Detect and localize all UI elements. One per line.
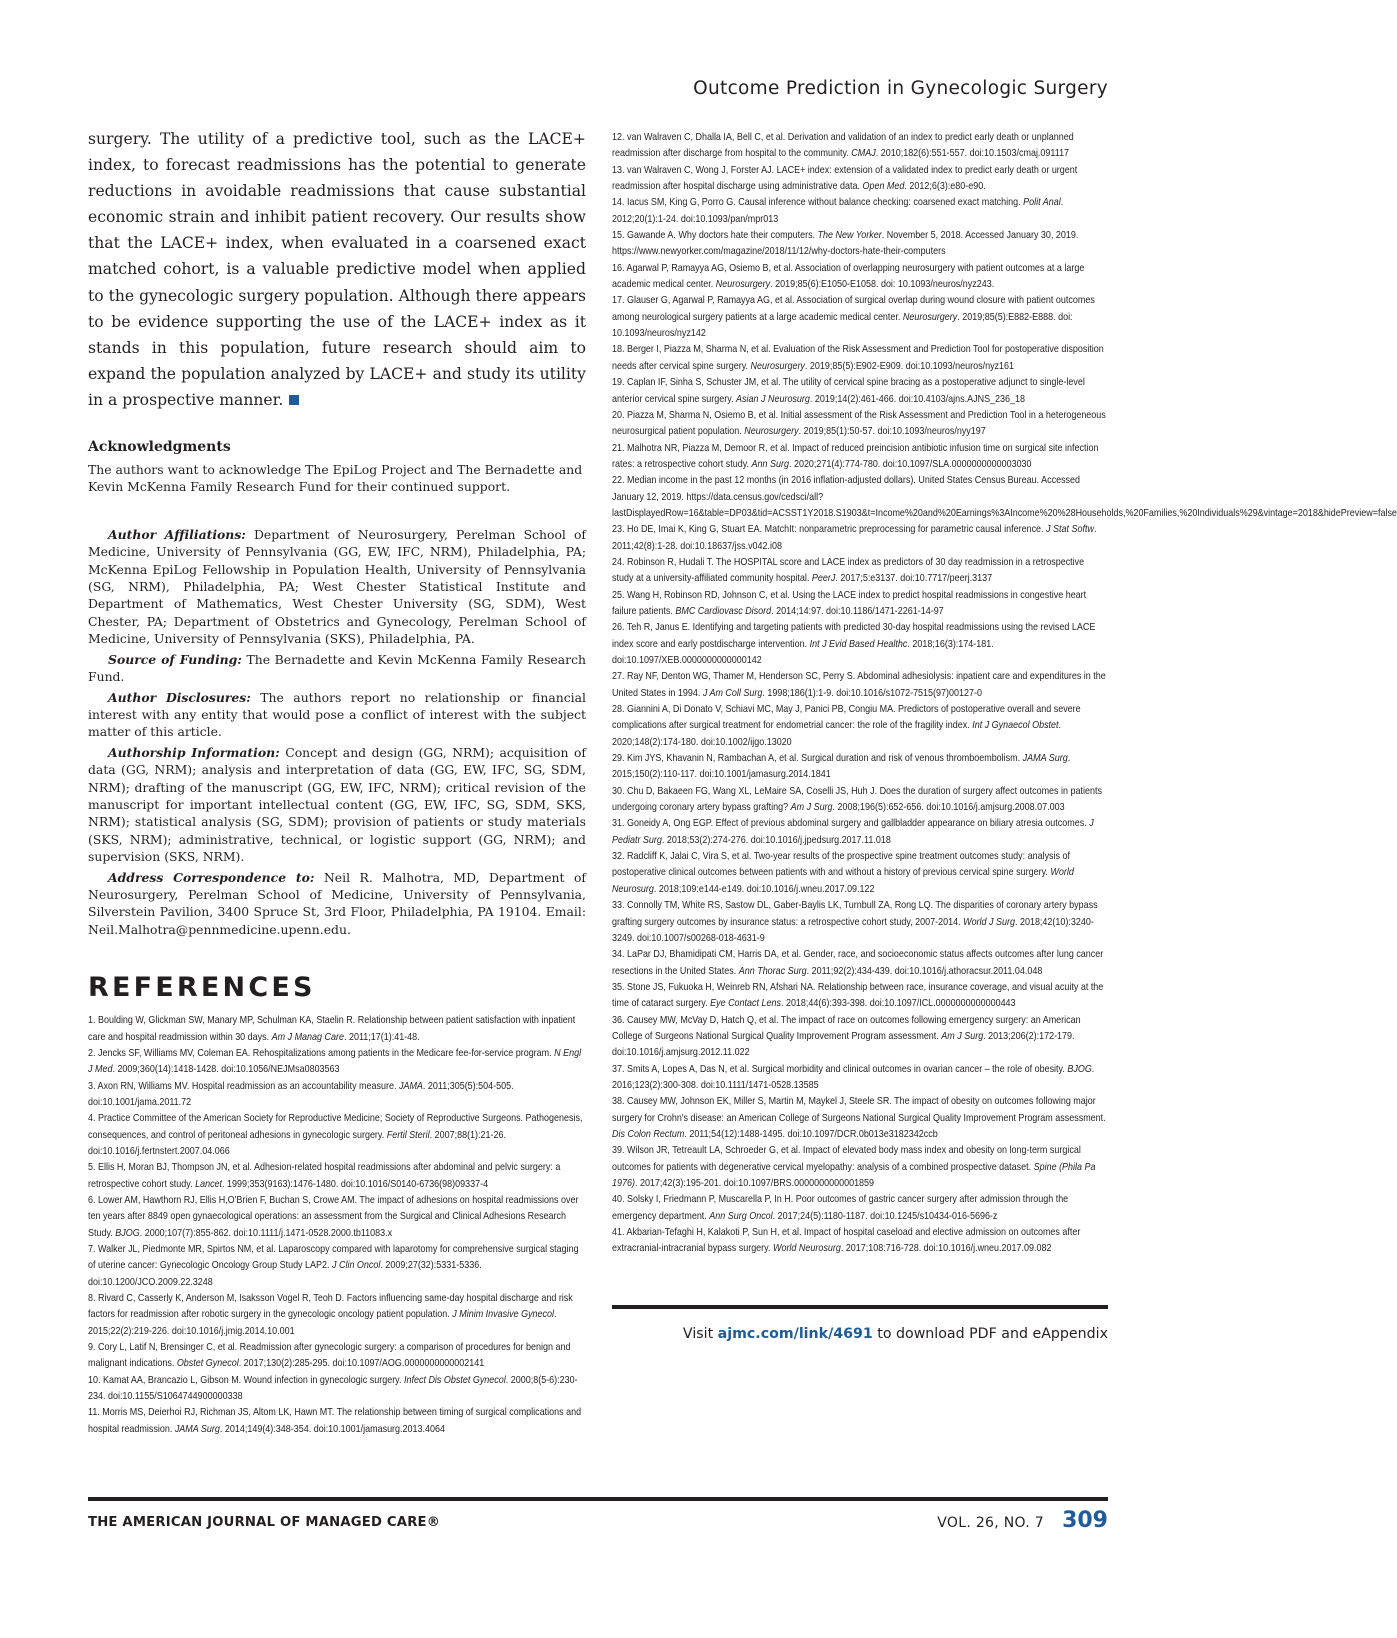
reference-item	[612, 293, 1107, 342]
reference-citation: . 2012;20(1):1-24. doi:10.1093/pan/mpr013	[612, 197, 1064, 225]
reference-citation: . 2011;17(1):41-48.	[343, 1031, 420, 1043]
author-disclosures	[88, 689, 586, 741]
reference-citation: . 2015;150(2):110-117. doi:10.1001/jamasurg.2014.1841	[612, 753, 1071, 781]
reference-item	[612, 784, 1107, 817]
reference-journal: JAMA	[398, 1080, 423, 1092]
reference-citation: . 2017;42(3):195-201. doi:10.1097/BRS.0000000000001859	[634, 1178, 875, 1189]
reference-journal: World Neurosurg	[772, 1243, 841, 1255]
reference-text: 12. van Walraven C, Dhalla IA, Bell C, et al. Derivation and validation of an index to predict early death or unplanned readmission after discharge from hospital to the community.	[612, 132, 1074, 160]
references-end-rule	[612, 1305, 1108, 1309]
reference-item	[612, 375, 1107, 408]
reference-journal: Neurosurgery	[744, 426, 799, 438]
reference-text: 3. Axon RN, Williams MV. Hospital readmission as an accountability measure.	[88, 1080, 399, 1092]
reference-item	[612, 702, 1107, 751]
download-note-prefix: Visit	[682, 1326, 718, 1342]
reference-journal: Ann Thorac Surg	[738, 965, 807, 977]
reference-text: 31. Goneidy A, Ong EGP. Effect of previous abdominal surgery and gallbladder appearance on biliary atresia outcomes.	[612, 818, 1090, 830]
address-correspondence	[88, 869, 586, 939]
reference-item	[612, 669, 1107, 702]
reference-citation: . 2011;305(5):504-505. doi:10.1001/jama.2011.72	[88, 1080, 514, 1108]
reference-journal: BJOG	[115, 1227, 140, 1239]
reference-citation: . 2007;88(1):21-26. doi:10.1016/j.fertnstert.2007.04.066	[88, 1129, 506, 1157]
reference-item	[612, 898, 1107, 947]
reference-item	[612, 588, 1107, 621]
reference-item	[88, 1160, 585, 1193]
reference-citation: . 2014;14:97. doi:10.1186/1471-2261-14-97	[771, 605, 944, 617]
reference-citation: . 2000;8(5-6):230-234. doi:10.1155/S1064744900000338	[88, 1374, 578, 1403]
reference-citation: . 2008;196(5):652-656. doi:10.1016/j.amjsurg.2008.07.003	[832, 802, 1065, 814]
reference-citation: . 2019;14(2):461-466. doi:10.4103/ajns.AJNS_236_18	[809, 393, 1026, 405]
reference-text: 22. Median income in the past 12 months (in 2016 inflation-adjusted dollars). United States Census Bureau. Accessed January 12, 2019. https://data.census.gov/cedsci/all?lastDisplayedRow=16&table=DP03&tid=ACSST1Y2018.S1903&t=Income%20and%20Earnings%3AIncome%20%28Households,%20Families,%20Individuals%29&vintage=2018&hidePreview=false	[612, 475, 1397, 519]
reference-journal: Am J Surg	[941, 1030, 984, 1042]
download-note-suffix: to download PDF and eAppendix	[872, 1326, 1108, 1342]
references-list-right	[612, 130, 1397, 1258]
source-of-funding	[88, 651, 586, 686]
reference-text: 25. Wang H, Robinson RD, Johnson C, et al. Using the LACE index to predict hospital readmissions in congestive heart failure patients.	[612, 589, 1087, 617]
reference-journal: J Minim Invasive Gynecol	[452, 1309, 555, 1321]
reference-journal: J Am Coll Surg	[702, 687, 763, 699]
reference-text: 9. Cory L, Latif N, Brensinger C, et al. Readmission after gynecologic surgery: a comparison of procedures for benign and malignant indications.	[88, 1342, 571, 1370]
reference-citation: . 2017;130(2):285-295. doi:10.1097/AOG.0000000000002141	[238, 1358, 485, 1370]
reference-citation: . 2017;108:716-728. doi:10.1016/j.wneu.2017.09.082	[840, 1243, 1052, 1255]
reference-text: 41. Akbarian-Tefaghi H, Kalakoti P, Sun H, et al. Impact of hospital caseload and elective admission on outcomes after extracranial-intracranial bypass surgery.	[612, 1227, 1081, 1255]
reference-journal: PeerJ	[811, 573, 836, 585]
reference-journal: Neurosurgery	[715, 279, 771, 291]
reference-journal: N Engl J Med	[88, 1047, 582, 1076]
reference-item	[612, 1062, 1107, 1095]
reference-item	[612, 1013, 1107, 1062]
reference-journal: Infect Dis Obstet Gynecol	[403, 1374, 506, 1386]
reference-journal: J Pediatr Surg	[612, 818, 1094, 846]
reference-citation: . 1999;353(9163):1476-1480. doi:10.1016/S0140-6736(98)09337-4	[222, 1178, 489, 1190]
reference-journal: Lancet	[195, 1178, 223, 1190]
conclusion-text: surgery. The utility of a predictive tool, such as the LACE+ index, to forecast readmissions has the potential to generate reductions in avoidable readmissions that cause substantial economic strain and inhibit patient recovery. Our results show that the LACE+ index, when evaluated in a coarsened exact matched cohort, is a valuable predictive model when applied to the gynecologic surgery population. Although there appears to be evidence supporting the use of the LACE+ index as it stands in this population, future research should aim to expand the population analyzed by LACE+ and study its utility in a prospective manner.	[88, 130, 586, 409]
references-heading: REFERENCES	[88, 972, 316, 1004]
reference-journal: Dis Colon Rectum	[612, 1128, 685, 1140]
reference-journal: JAMA Surg	[174, 1423, 220, 1435]
reference-journal: Fertil Steril	[386, 1129, 430, 1141]
reference-journal: Asian J Neurosurg	[736, 393, 810, 405]
author-affiliations	[88, 526, 586, 648]
reference-citation: . 2016;123(2):300-308. doi:10.1111/1471-0528.13585	[612, 1063, 1095, 1091]
reference-text: 17. Glauser G, Agarwal P, Ramayya AG, et al. Association of surgical overlap during wound closure with patient outcomes among neurological surgery patients at a large academic medical center.	[612, 295, 1095, 323]
reference-citation: . 2020;271(4):774-780. doi:10.1097/SLA.0000000000003030	[788, 458, 1032, 470]
reference-citation: . 2010;182(6):551-557. doi:10.1503/cmaj.091117	[875, 148, 1070, 160]
reference-item	[612, 620, 1107, 669]
reference-citation: . 2015;22(2):219-226. doi:10.1016/j.jmig.2014.10.001	[88, 1309, 557, 1337]
footer-journal-title: THE AMERICAN JOURNAL OF MANAGED CARE®	[88, 1515, 441, 1530]
authorship-information-text: Concept and design (GG, NRM); acquisition of data (GG, NRM); analysis and interpretation of data (GG, EW, IFC, SG, SDM, NRM); drafting of the manuscript (GG, EW, IFC, NRM); critical revision of the manuscript for important intellectual content (GG, EW, IFC, SG, SDM, SKS, NRM); statistical analysis (SG, SDM); provision of patients or study materials (SKS, NRM); administrative, technical, or logistic support (GG, NRM); and supervision (SKS, NRM).	[88, 744, 586, 865]
reference-journal: Eye Contact Lens	[710, 998, 781, 1010]
reference-citation: . 2012;6(3):e80-e90.	[904, 181, 986, 193]
reference-text: 11. Morris MS, Deierhoi RJ, Richman JS, Altom LK, Hawn MT. The relationship between timing of surgical complications and hospital readmission.	[88, 1407, 582, 1435]
reference-citation: . November 5, 2018. Accessed January 30, 2019. https://www.newyorker.com/magazine/2018/11/12/why-doctors-hate-their-computers	[612, 230, 1079, 258]
reference-text: 7. Walker JL, Piedmonte MR, Spirtos NM, et al. Laparoscopy compared with laparotomy for comprehensive surgical staging of uterine cancer: Gynecologic Oncology Group Study LAP2.	[88, 1244, 579, 1272]
reference-text: 20. Piazza M, Sharma N, Osiemo B, et al. Initial assessment of the Risk Assessment and Prediction Tool in a heterogeneous neurosurgical patient population.	[612, 409, 1106, 438]
reference-text: 34. LaPar DJ, Bhamidipati CM, Harris DA, et al. Gender, race, and socioeconomic status affects outcomes after lung cancer resections in the United States.	[612, 949, 1104, 977]
reference-item	[88, 1405, 585, 1438]
reference-item	[612, 195, 1107, 228]
reference-text: 30. Chu D, Bakaeen FG, Wang XL, LeMaire SA, Coselli JS, Huh J. Does the duration of surgery affect outcomes in patients undergoing coronary artery bypass grafting?	[612, 785, 1102, 814]
reference-item	[612, 1192, 1107, 1225]
page-number: 309	[1062, 1508, 1108, 1533]
reference-journal: Am J Manag Care	[271, 1031, 344, 1043]
reference-journal: World J Surg	[963, 916, 1015, 928]
footer-volume: VOL. 26, NO. 7	[937, 1515, 1044, 1531]
reference-item	[612, 751, 1107, 784]
reference-citation: . 2014;149(4):348-354. doi:10.1001/jamasurg.2013.4064	[219, 1423, 445, 1435]
reference-text: 27. Ray NF, Denton WG, Thamer M, Henderson SC, Perry S. Abdominal adhesiolysis: inpatient care and expenditures in the United States in 1994.	[612, 671, 1106, 699]
source-of-funding-text: The Bernadette and Kevin McKenna Family Research Fund.	[88, 651, 586, 685]
reference-item	[612, 342, 1107, 375]
reference-citation: . 2019;85(1):50-57. doi:10.1093/neuros/nyy197	[798, 426, 986, 438]
reference-citation: . 2019;85(6):E1050-E1058. doi: 10.1093/neuros/nyz243.	[770, 279, 995, 291]
reference-citation: . 2018;42(10):3240-3249. doi:10.1007/s00268-018-4631-9	[612, 916, 1094, 944]
reference-journal: Int J Gynaecol Obstet	[972, 720, 1059, 732]
reference-citation: . 2018;53(2):274-276. doi:10.1016/j.jpedsurg.2017.11.018	[661, 834, 891, 846]
reference-journal: Open Med	[862, 181, 905, 193]
reference-item	[88, 1340, 585, 1373]
reference-item	[612, 1225, 1107, 1258]
reference-journal: BMC Cardiovasc Disord	[675, 605, 772, 617]
reference-text: 26. Teh R, Janus E. Identifying and targeting patients with predicted 30-day hospital readmissions using the revised LACE index score and early postdischarge intervention.	[612, 622, 1096, 650]
reference-item	[612, 816, 1107, 849]
reference-item	[612, 849, 1107, 898]
reference-journal: Obstet Gynecol	[176, 1358, 239, 1370]
authorship-information	[88, 744, 586, 866]
reference-journal: J Clin Oncol	[331, 1260, 381, 1272]
reference-text: 39. Wilson JR, Tetreault LA, Schroeder G, et al. Impact of elevated body mass index and obesity on long-term surgical outcomes for patients with degenerative cervical myelopathy: analysis of a combined prospective dataset.	[612, 1145, 1081, 1173]
reference-item	[612, 522, 1107, 555]
reference-text: 38. Causey MW, Johnson EK, Miller S, Martin M, Maykel J, Steele SR. The impact of obesity on outcomes following major surgery for Crohn's disease: an American College of Surgeons National Surgical Quality Improvement Program assessment.	[612, 1096, 1106, 1124]
address-correspondence-label: Address Correspondence to:	[108, 869, 315, 885]
reference-citation: . 2019;85(5):E902-E909. doi:10.1093/neuros/nyz161	[804, 360, 1015, 372]
end-of-article-mark	[289, 395, 299, 405]
reference-citation: . 1998;186(1):1-9. doi:10.1016/s1072-7515(97)00127-0	[762, 687, 982, 699]
reference-text: 2. Jencks SF, Williams MV, Coleman EA. Rehospitalizations among patients in the Medicare fee-for-service program.	[88, 1047, 555, 1059]
reference-text: 1. Boulding W, Glickman SW, Manary MP, Schulman KA, Staelin R. Relationship between patient satisfaction with inpatient care and hospital readmission within 30 days.	[88, 1015, 576, 1043]
reference-journal: JAMA Surg	[1022, 753, 1068, 765]
reference-item	[612, 980, 1107, 1013]
reference-item	[88, 1373, 585, 1406]
reference-text: 13. van Walraven C, Wong J, Forster AJ. LACE+ index: extension of a validated index to predict early death or urgent readmission after hospital discharge using administrative data.	[612, 164, 1078, 193]
reference-text: 19. Caplan IF, Sinha S, Schuster JM, et al. The utility of cervical spine bracing as a postoperative adjunct to single-level anterior cervical spine surgery.	[612, 377, 1085, 405]
reference-citation: . 2017;5:e3137. doi:10.7717/peerj.3137	[835, 573, 993, 585]
reference-citation: . 2011;42(8):1-28. doi:10.18637/jss.v042.i08	[612, 524, 1097, 552]
reference-item	[88, 1193, 585, 1242]
reference-text: 5. Ellis H, Moran BJ, Thompson JN, et al. Adhesion-related hospital readmissions after abdominal and pelvic surgery: a retrospective cohort study.	[88, 1162, 561, 1190]
reference-item	[612, 473, 1397, 522]
reference-item	[612, 441, 1107, 474]
reference-item	[88, 1111, 585, 1160]
author-affiliations-label: Author Affiliations:	[108, 526, 246, 542]
reference-text: 33. Connolly TM, White RS, Sastow DL, Gaber-Baylis LK, Turnbull ZA, Rong LQ. The disparities of coronary artery bypass grafting surgery outcomes by insurance status: a retrospective cohort study, 2007-2014.	[612, 900, 1098, 928]
reference-item	[612, 1143, 1107, 1192]
reference-journal: World Neurosurg	[612, 867, 1074, 895]
reference-journal: Neurosurgery	[902, 311, 958, 323]
reference-item	[88, 1242, 585, 1291]
reference-item	[88, 1079, 585, 1112]
reference-citation: . 2011;54(12):1488-1495. doi:10.1097/DCR.0b013e3182342ccb	[684, 1128, 938, 1140]
reference-journal: Ann Surg Oncol	[709, 1210, 773, 1222]
reference-item	[612, 555, 1107, 588]
author-affiliations-text: Department of Neurosurgery, Perelman School of Medicine, University of Pennsylvania (GG, EW, IFC, NRM), Philadelphia, PA; McKenna EpiLog Fellowship in Population Health, University of Pennsylvania (SG, NRM), Philadelphia, PA; West Chester Statistical Institute and Department of Mathematics, West Chester University (SG, SDM), West Chester, PA; Department of Obstetrics and Gynecology, Perelman School of Medicine, University of Pennsylvania (SKS), Philadelphia, PA.	[88, 526, 586, 647]
conclusion-paragraph	[88, 126, 586, 413]
reference-citation: . 2018;16(3):174-181. doi:10.1097/XEB.0000000000000142	[612, 638, 994, 666]
reference-item	[612, 130, 1107, 163]
reference-citation: . 2009;27(32):5331-5336. doi:10.1200/JCO.2009.22.3248	[88, 1260, 482, 1288]
acknowledgments-text: The authors want to acknowledge The EpiLog Project and The Bernadette and Kevin McKenna Family Research Fund for their continued support.	[88, 462, 583, 495]
author-disclosures-text: The authors report no relationship or financial interest with any entity that would pose a conflict of interest with the subject matter of this article.	[88, 689, 586, 740]
reference-text: 15. Gawande A. Why doctors hate their computers.	[612, 230, 818, 242]
reference-citation: . 2011;92(2):434-439. doi:10.1016/j.athoracsur.2011.04.048	[806, 965, 1043, 977]
reference-text: 6. Lower AM, Hawthorn RJ, Ellis H,O'Brien F, Buchan S, Crowe AM. The impact of adhesions on hospital readmissions over ten years after 8849 open gynaecological operations: an assessment from the Surgical and Clinical Adhesions Research Study.	[88, 1194, 579, 1239]
reference-journal: Ann Surg	[751, 458, 789, 470]
references-list-left	[88, 1013, 586, 1438]
right-column	[612, 130, 1397, 1258]
reference-text: 18. Berger I, Piazza M, Sharma N, et al. Evaluation of the Risk Assessment and Prediction Tool for postoperative disposition needs after cervical spine surgery.	[612, 344, 1104, 372]
reference-citation: . 2017;24(5):1180-1187. doi:10.1245/s10434-016-5696-z	[772, 1210, 998, 1222]
reference-citation: . 2009;360(14):1418-1428. doi:10.1056/NEJMsa0803563	[112, 1064, 340, 1076]
reference-item	[88, 1046, 585, 1079]
reference-text: 4. Practice Committee of the American Society for Reproductive Medicine; Society of Reproductive Surgeons. Pathogenesis, consequences, and control of peritoneal adhesions in gynecologic surgery.	[88, 1113, 583, 1141]
reference-text: 23. Ho DE, Imai K, King G, Stuart EA. MatchIt: nonparametric preprocessing for parametric causal inference.	[612, 524, 1047, 536]
reference-text: 37. Smits A, Lopes A, Das N, et al. Surgical morbidity and clinical outcomes in ovarian cancer – the role of obesity.	[612, 1063, 1068, 1075]
reference-item	[88, 1291, 585, 1340]
reference-item	[612, 261, 1107, 294]
reference-item	[612, 408, 1107, 441]
reference-journal: CMAJ	[851, 148, 876, 160]
reference-journal: Am J Surg	[790, 802, 833, 814]
reference-text: 24. Robinson R, Hudali T. The HOSPITAL score and LACE index as predictors of 30 day readmission in a retrospective study at a university-affiliated community hospital.	[612, 556, 1085, 585]
reference-item	[612, 228, 1107, 261]
reference-text: 36. Causey MW, McVay D, Hatch Q, et al. The impact of race on outcomes following emergency surgery: an American College of Surgeons National Surgical Quality Improvement Program assessment.	[612, 1014, 1081, 1042]
reference-text: 28. Giannini A, Di Donato V, Schiavi MC, May J, Panici PB, Congiu MA. Predictors of postoperative overall and severe complications after surgical treatment for endometrial cancer: the role of the fragility index.	[612, 704, 1081, 732]
reference-text: 35. Stone JS, Fukuoka H, Weinreb RN, Afshari NA. Relationship between race, insurance coverage, and visual acuity at the time of cataract surgery.	[612, 981, 1104, 1010]
source-of-funding-label: Source of Funding:	[108, 651, 242, 667]
reference-citation: . 2018;44(6):393-398. doi:10.1097/ICL.0000000000000443	[780, 998, 1016, 1010]
reference-citation: . 2019;85(5):E882-E888. doi: 10.1093/neuros/nyz142	[612, 311, 1073, 340]
reference-item	[612, 163, 1107, 196]
running-head: Outcome Prediction in Gynecologic Surgery	[693, 78, 1108, 99]
reference-text: 14. Iacus SM, King G, Porro G. Causal inference without balance checking: coarsened exact matching.	[612, 197, 1024, 209]
reference-item	[88, 1013, 585, 1046]
reference-journal: Neurosurgery	[750, 360, 805, 372]
reference-citation: . 2000;107(7):855-862. doi:10.1111/j.1471-0528.2000.tb11083.x	[139, 1227, 393, 1239]
authorship-information-label: Authorship Information:	[108, 744, 280, 760]
address-correspondence-text: Neil R. Malhotra, MD, Department of Neurosurgery, Perelman School of Medicine, University of Pennsylvania, Silverstein Pavilion, 3400 Spruce St, 3rd Floor, Philadelphia, PA 19104. Email: Neil.Malhotra@pennmedicine.upenn.edu.	[88, 869, 586, 937]
reference-text: 29. Kim JYS, Khavanin N, Rambachan A, et al. Surgical duration and risk of venous thromboembolism.	[612, 753, 1023, 765]
reference-text: 32. Radcliff K, Jalai C, Vira S, et al. Two-year results of the prospective spine treatment outcomes study: analysis of postoperative clinical outcomes between patients with and without a history of previous cervical spine surgery.	[612, 851, 1071, 879]
reference-journal: BJOG	[1067, 1063, 1092, 1075]
download-link[interactable]: ajmc.com/link/4691	[717, 1326, 873, 1342]
reference-item	[612, 1094, 1107, 1143]
reference-journal: Polit Anal	[1023, 197, 1061, 209]
author-disclosures-label: Author Disclosures:	[108, 689, 251, 705]
author-info-block	[88, 526, 586, 938]
footer-rule	[88, 1497, 1108, 1501]
reference-journal: Int J Evid Based Healthc	[809, 638, 908, 650]
reference-text: 40. Solsky I, Friedmann P, Muscarella P, In H. Poor outcomes of gastric cancer surgery after admission through the emergency department.	[612, 1194, 1069, 1222]
reference-journal: The New Yorker	[817, 230, 882, 242]
reference-text: 16. Agarwal P, Ramayya AG, Osiemo B, et al. Association of overlapping neurosurgery with patient outcomes at a large academic medical center.	[612, 262, 1085, 291]
reference-text: 10. Kamat AA, Brancazio L, Gibson M. Wound infection in gynecologic surgery.	[88, 1374, 404, 1386]
reference-citation: . 2020;148(2):174-180. doi:10.1002/ijgo.13020	[612, 720, 1062, 748]
reference-journal: Spine (Phila Pa 1976)	[612, 1161, 1096, 1189]
acknowledgments-heading: Acknowledgments	[88, 439, 231, 456]
reference-item	[612, 947, 1107, 980]
reference-text: 8. Rivard C, Casserly K, Anderson M, Isaksson Vogel R, Teoh D. Factors influencing same-day hospital discharge and risk factors for readmission after robotic surgery in the gynecologic oncology patient population.	[88, 1293, 573, 1321]
left-column	[88, 126, 586, 1438]
download-note	[683, 1326, 1108, 1342]
reference-text: 21. Malhotra NR, Piazza M, Demoor R, et al. Impact of reduced preincision antibiotic infusion time on surgical site infection rates: a retrospective cohort study.	[612, 442, 1099, 470]
reference-citation: . 2013;206(2):172-179. doi:10.1016/j.amjsurg.2012.11.022	[612, 1030, 1075, 1059]
reference-journal: J Stat Softw	[1046, 524, 1094, 536]
reference-citation: . 2018;109:e144-e149. doi:10.1016/j.wneu.2017.09.122	[653, 883, 875, 895]
